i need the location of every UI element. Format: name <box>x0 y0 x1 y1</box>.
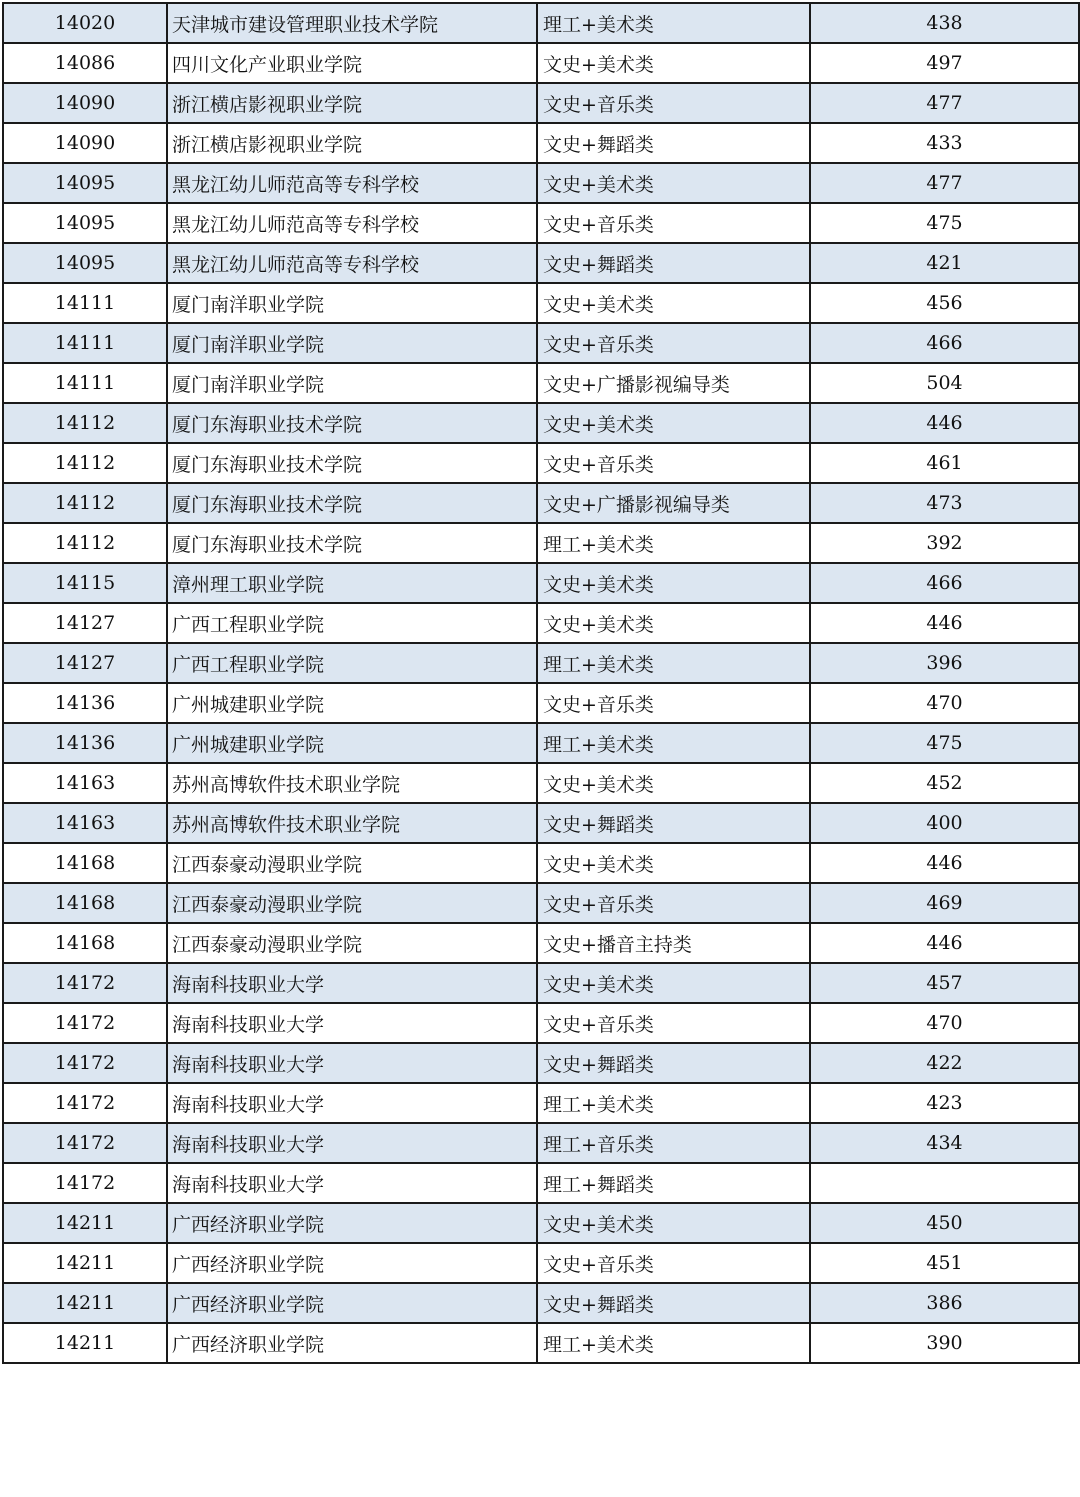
institution-name-cell: 苏州高博软件技术职业学院 <box>167 763 537 803</box>
institution-name-cell: 广州城建职业学院 <box>167 683 537 723</box>
subject-category-cell: 文史+音乐类 <box>537 323 810 363</box>
min-score-cell: 475 <box>810 723 1079 763</box>
table-row <box>3 443 1079 483</box>
min-score-cell: 392 <box>810 523 1079 563</box>
subject-category-cell: 文史+美术类 <box>537 283 810 323</box>
subject-category-cell: 文史+舞蹈类 <box>537 123 810 163</box>
institution-code-cell: 14115 <box>3 563 167 603</box>
table-body <box>3 3 1079 1363</box>
institution-code-cell: 14172 <box>3 1123 167 1163</box>
min-score-cell: 421 <box>810 243 1079 283</box>
subject-category-cell: 文史+美术类 <box>537 403 810 443</box>
subject-category-cell: 理工+美术类 <box>537 523 810 563</box>
subject-category-cell: 文史+音乐类 <box>537 83 810 123</box>
table-row <box>3 323 1079 363</box>
institution-code-cell: 14163 <box>3 763 167 803</box>
subject-category-cell: 理工+美术类 <box>537 643 810 683</box>
min-score-cell: 475 <box>810 203 1079 243</box>
table-row <box>3 603 1079 643</box>
min-score-cell: 497 <box>810 43 1079 83</box>
subject-category-cell: 理工+美术类 <box>537 3 810 43</box>
institution-code-cell: 14211 <box>3 1323 167 1363</box>
min-score-cell: 452 <box>810 763 1079 803</box>
institution-name-cell: 漳州理工职业学院 <box>167 563 537 603</box>
institution-name-cell: 海南科技职业大学 <box>167 1043 537 1083</box>
institution-code-cell: 14211 <box>3 1283 167 1323</box>
table-row <box>3 563 1079 603</box>
institution-code-cell: 14095 <box>3 243 167 283</box>
table-row <box>3 283 1079 323</box>
subject-category-cell: 文史+音乐类 <box>537 203 810 243</box>
table-row <box>3 763 1079 803</box>
table-row <box>3 683 1079 723</box>
min-score-cell: 466 <box>810 563 1079 603</box>
institution-code-cell: 14168 <box>3 923 167 963</box>
min-score-cell: 504 <box>810 363 1079 403</box>
institution-name-cell: 广西经济职业学院 <box>167 1243 537 1283</box>
institution-code-cell: 14136 <box>3 683 167 723</box>
institution-name-cell: 广西工程职业学院 <box>167 643 537 683</box>
table-row <box>3 483 1079 523</box>
subject-category-cell: 文史+美术类 <box>537 43 810 83</box>
institution-code-cell: 14127 <box>3 603 167 643</box>
table-row <box>3 843 1079 883</box>
institution-name-cell: 厦门东海职业技术学院 <box>167 523 537 563</box>
institution-name-cell: 海南科技职业大学 <box>167 1083 537 1123</box>
institution-code-cell: 14090 <box>3 123 167 163</box>
table-row <box>3 1083 1079 1123</box>
institution-code-cell: 14111 <box>3 283 167 323</box>
table-row <box>3 3 1079 43</box>
institution-name-cell: 黑龙江幼儿师范高等专科学校 <box>167 163 537 203</box>
table-row <box>3 643 1079 683</box>
min-score-cell: 466 <box>810 323 1079 363</box>
min-score-cell: 434 <box>810 1123 1079 1163</box>
institution-code-cell: 14112 <box>3 443 167 483</box>
min-score-cell: 438 <box>810 3 1079 43</box>
institution-code-cell: 14112 <box>3 523 167 563</box>
subject-category-cell: 文史+美术类 <box>537 963 810 1003</box>
subject-category-cell: 文史+播音主持类 <box>537 923 810 963</box>
institution-name-cell: 海南科技职业大学 <box>167 1003 537 1043</box>
institution-code-cell: 14172 <box>3 1043 167 1083</box>
min-score-cell: 470 <box>810 683 1079 723</box>
institution-name-cell: 厦门南洋职业学院 <box>167 363 537 403</box>
institution-name-cell: 江西泰豪动漫职业学院 <box>167 923 537 963</box>
institution-code-cell: 14112 <box>3 483 167 523</box>
subject-category-cell: 文史+美术类 <box>537 163 810 203</box>
table-row <box>3 83 1079 123</box>
table-row <box>3 1323 1079 1363</box>
subject-category-cell: 文史+舞蹈类 <box>537 243 810 283</box>
institution-code-cell: 14136 <box>3 723 167 763</box>
institution-name-cell: 海南科技职业大学 <box>167 1123 537 1163</box>
subject-category-cell: 文史+音乐类 <box>537 883 810 923</box>
institution-name-cell: 黑龙江幼儿师范高等专科学校 <box>167 203 537 243</box>
institution-code-cell: 14095 <box>3 203 167 243</box>
table-row <box>3 1163 1079 1203</box>
institution-code-cell: 14111 <box>3 323 167 363</box>
admission-score-table <box>2 2 1080 1364</box>
table-row <box>3 963 1079 1003</box>
min-score-cell: 470 <box>810 1003 1079 1043</box>
min-score-cell <box>810 1163 1079 1203</box>
table-row <box>3 883 1079 923</box>
table-row <box>3 1003 1079 1043</box>
subject-category-cell: 文史+音乐类 <box>537 443 810 483</box>
min-score-cell: 433 <box>810 123 1079 163</box>
subject-category-cell: 理工+美术类 <box>537 1323 810 1363</box>
institution-code-cell: 14086 <box>3 43 167 83</box>
table-row <box>3 363 1079 403</box>
subject-category-cell: 文史+音乐类 <box>537 1243 810 1283</box>
subject-category-cell: 文史+美术类 <box>537 603 810 643</box>
min-score-cell: 386 <box>810 1283 1079 1323</box>
institution-name-cell: 海南科技职业大学 <box>167 963 537 1003</box>
institution-name-cell: 苏州高博软件技术职业学院 <box>167 803 537 843</box>
institution-code-cell: 14090 <box>3 83 167 123</box>
table-row <box>3 43 1079 83</box>
subject-category-cell: 文史+舞蹈类 <box>537 803 810 843</box>
table-row <box>3 1123 1079 1163</box>
min-score-cell: 396 <box>810 643 1079 683</box>
min-score-cell: 446 <box>810 843 1079 883</box>
institution-code-cell: 14112 <box>3 403 167 443</box>
subject-category-cell: 文史+音乐类 <box>537 1003 810 1043</box>
institution-code-cell: 14020 <box>3 3 167 43</box>
institution-name-cell: 厦门南洋职业学院 <box>167 283 537 323</box>
institution-code-cell: 14095 <box>3 163 167 203</box>
subject-category-cell: 文史+美术类 <box>537 763 810 803</box>
min-score-cell: 477 <box>810 163 1079 203</box>
subject-category-cell: 理工+美术类 <box>537 723 810 763</box>
institution-code-cell: 14127 <box>3 643 167 683</box>
min-score-cell: 400 <box>810 803 1079 843</box>
min-score-cell: 446 <box>810 923 1079 963</box>
table-row <box>3 523 1079 563</box>
institution-name-cell: 广西经济职业学院 <box>167 1323 537 1363</box>
institution-name-cell: 广西经济职业学院 <box>167 1203 537 1243</box>
table-row <box>3 923 1079 963</box>
institution-name-cell: 广西工程职业学院 <box>167 603 537 643</box>
institution-name-cell: 黑龙江幼儿师范高等专科学校 <box>167 243 537 283</box>
table-row <box>3 203 1079 243</box>
table-row <box>3 803 1079 843</box>
table-row <box>3 403 1079 443</box>
institution-code-cell: 14172 <box>3 1083 167 1123</box>
subject-category-cell: 文史+舞蹈类 <box>537 1043 810 1083</box>
institution-code-cell: 14111 <box>3 363 167 403</box>
min-score-cell: 477 <box>810 83 1079 123</box>
institution-code-cell: 14168 <box>3 883 167 923</box>
institution-name-cell: 四川文化产业职业学院 <box>167 43 537 83</box>
subject-category-cell: 文史+广播影视编导类 <box>537 483 810 523</box>
min-score-cell: 456 <box>810 283 1079 323</box>
table-row <box>3 1243 1079 1283</box>
institution-code-cell: 14172 <box>3 963 167 1003</box>
institution-name-cell: 江西泰豪动漫职业学院 <box>167 843 537 883</box>
min-score-cell: 423 <box>810 1083 1079 1123</box>
subject-category-cell: 理工+美术类 <box>537 1083 810 1123</box>
institution-name-cell: 浙江横店影视职业学院 <box>167 83 537 123</box>
table-row <box>3 723 1079 763</box>
institution-name-cell: 厦门南洋职业学院 <box>167 323 537 363</box>
institution-name-cell: 广西经济职业学院 <box>167 1283 537 1323</box>
min-score-cell: 390 <box>810 1323 1079 1363</box>
institution-name-cell: 江西泰豪动漫职业学院 <box>167 883 537 923</box>
institution-code-cell: 14172 <box>3 1163 167 1203</box>
subject-category-cell: 理工+舞蹈类 <box>537 1163 810 1203</box>
subject-category-cell: 文史+舞蹈类 <box>537 1283 810 1323</box>
institution-code-cell: 14211 <box>3 1243 167 1283</box>
institution-name-cell: 天津城市建设管理职业技术学院 <box>167 3 537 43</box>
institution-name-cell: 厦门东海职业技术学院 <box>167 403 537 443</box>
table-row <box>3 1203 1079 1243</box>
institution-name-cell: 厦门东海职业技术学院 <box>167 443 537 483</box>
min-score-cell: 473 <box>810 483 1079 523</box>
institution-name-cell: 厦门东海职业技术学院 <box>167 483 537 523</box>
subject-category-cell: 理工+音乐类 <box>537 1123 810 1163</box>
min-score-cell: 450 <box>810 1203 1079 1243</box>
min-score-cell: 422 <box>810 1043 1079 1083</box>
subject-category-cell: 文史+广播影视编导类 <box>537 363 810 403</box>
min-score-cell: 457 <box>810 963 1079 1003</box>
min-score-cell: 446 <box>810 603 1079 643</box>
institution-code-cell: 14163 <box>3 803 167 843</box>
min-score-cell: 469 <box>810 883 1079 923</box>
institution-name-cell: 海南科技职业大学 <box>167 1163 537 1203</box>
subject-category-cell: 文史+美术类 <box>537 1203 810 1243</box>
min-score-cell: 451 <box>810 1243 1079 1283</box>
institution-name-cell: 广州城建职业学院 <box>167 723 537 763</box>
institution-name-cell: 浙江横店影视职业学院 <box>167 123 537 163</box>
institution-code-cell: 14172 <box>3 1003 167 1043</box>
table-row <box>3 163 1079 203</box>
subject-category-cell: 文史+音乐类 <box>537 683 810 723</box>
subject-category-cell: 文史+美术类 <box>537 843 810 883</box>
table-row <box>3 1043 1079 1083</box>
table-row <box>3 243 1079 283</box>
institution-code-cell: 14211 <box>3 1203 167 1243</box>
min-score-cell: 446 <box>810 403 1079 443</box>
subject-category-cell: 文史+美术类 <box>537 563 810 603</box>
institution-code-cell: 14168 <box>3 843 167 883</box>
table-row <box>3 123 1079 163</box>
table-row <box>3 1283 1079 1323</box>
min-score-cell: 461 <box>810 443 1079 483</box>
